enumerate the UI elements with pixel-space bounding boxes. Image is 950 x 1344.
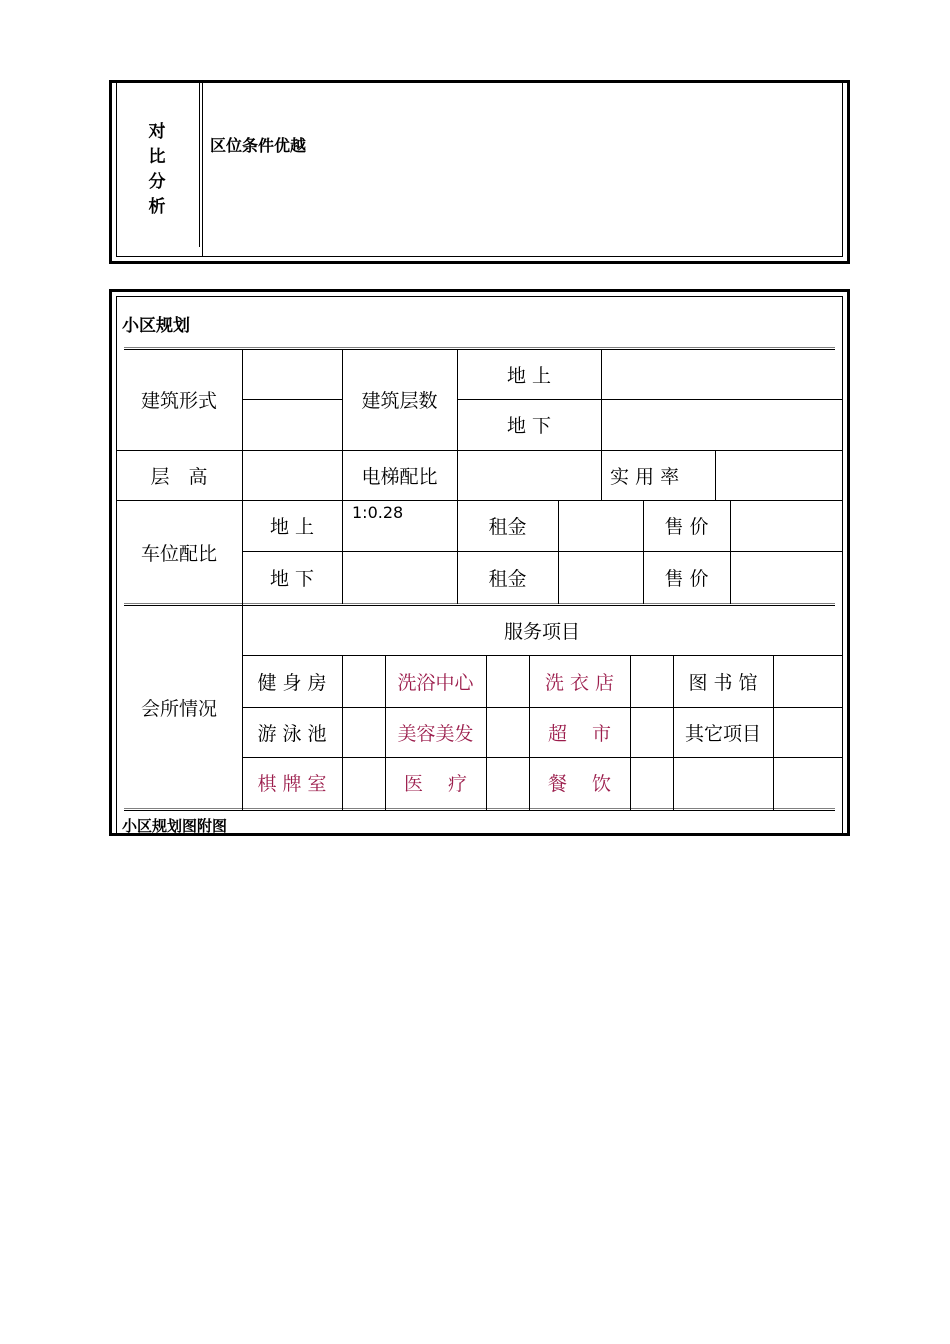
- grid-line: [773, 655, 774, 810]
- analysis-label-char: 析: [148, 197, 166, 217]
- grid-line: [342, 655, 343, 810]
- service-chess: 棋 牌 室: [257, 773, 327, 795]
- parking-ratio-value: 1:0.28: [352, 503, 404, 522]
- analysis-label-char: 对: [148, 122, 166, 142]
- parking-above-label: 地 上: [269, 516, 315, 538]
- analysis-inner-border: [116, 80, 843, 257]
- grid-line: [124, 810, 835, 811]
- price-label: 售 价: [664, 516, 709, 538]
- analysis-divider-2: [202, 82, 203, 257]
- service-beauty: 美容美发: [397, 722, 474, 745]
- service-supermarket: 超 市: [547, 722, 612, 745]
- elevator-ratio-label: 电梯配比: [361, 465, 438, 488]
- service-laundry: 洗 衣 店: [544, 671, 615, 694]
- grid-line: [630, 655, 631, 810]
- service-medical: 医 疗: [403, 773, 468, 795]
- grid-line: [730, 500, 731, 604]
- planning-title: 小区规划: [122, 315, 190, 336]
- service-pool: 游 泳 池: [257, 722, 327, 745]
- analysis-label: [146, 120, 168, 220]
- grid-line: [486, 655, 487, 810]
- services-header: 服务项目: [503, 620, 580, 643]
- analysis-label-char: 分: [148, 172, 166, 192]
- title-rule: [124, 347, 835, 348]
- grid-line: [242, 399, 343, 400]
- floors-above-label: 地 上: [506, 364, 552, 387]
- floor-height-label: 层 高: [150, 465, 208, 488]
- floors-label: 建筑层数: [361, 390, 438, 412]
- parking-below-label: 地 下: [269, 568, 315, 590]
- grid-line: [715, 450, 716, 501]
- service-library: 图 书 馆: [688, 671, 758, 694]
- attachment-title: 小区规划图附图: [122, 816, 228, 835]
- grid-line: [558, 500, 559, 604]
- analysis-divider: [199, 82, 200, 247]
- service-other: 其它项目: [684, 722, 761, 745]
- rent-label: 租金: [488, 516, 527, 538]
- price-label: 售 价: [664, 568, 709, 590]
- service-gym: 健 身 房: [257, 671, 327, 694]
- floors-below-label: 地 下: [506, 415, 552, 437]
- service-dining: 餐 饮: [547, 773, 612, 795]
- club-label: 会所情况: [140, 697, 217, 720]
- usage-rate-label: 实 用 率: [610, 465, 680, 488]
- service-bath: 洗浴中心: [397, 671, 474, 694]
- grid-line: [601, 349, 602, 501]
- analysis-content: 区位条件优越: [210, 135, 307, 155]
- rent-label: 租金: [488, 568, 527, 590]
- building-form-label: 建筑形式: [140, 390, 217, 412]
- parking-ratio-label: 车位配比: [140, 542, 217, 565]
- analysis-label-char: 比: [148, 147, 166, 167]
